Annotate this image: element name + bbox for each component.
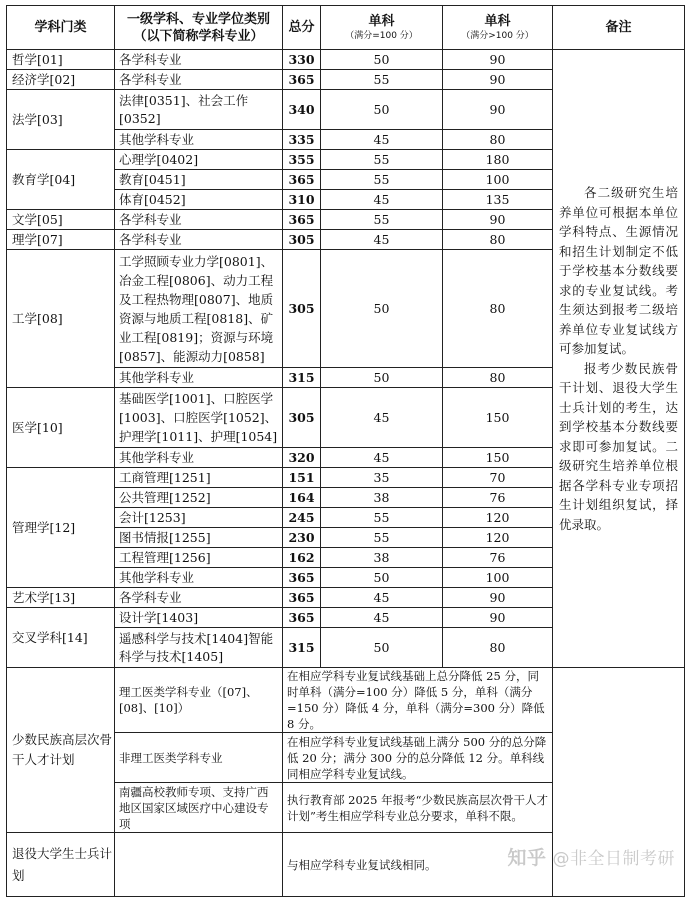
major-cell: 其他学科专业 [115,368,283,388]
major-cell: 各学科专业 [115,230,283,250]
major-cell: 其他学科专业 [115,130,283,150]
total-cell: 305 [283,230,321,250]
single1-cell: 38 [321,548,443,568]
major-cell: 各学科专业 [115,70,283,90]
category-cell: 工学[08] [7,250,115,388]
total-cell: 365 [283,70,321,90]
single1-cell: 35 [321,468,443,488]
total-cell: 305 [283,250,321,368]
major-cell: 其他学科专业 [115,568,283,588]
single2-cell: 80 [443,230,553,250]
zhihu-logo: 知乎 [507,847,547,869]
single2-cell: 180 [443,150,553,170]
total-cell: 340 [283,90,321,130]
single2-cell: 150 [443,388,553,448]
major-cell: 教育[0451] [115,170,283,190]
score-table-page [6,5,684,883]
single1-cell: 45 [321,130,443,150]
single2-cell: 90 [443,50,553,70]
single1-cell: 55 [321,210,443,230]
total-cell: 310 [283,190,321,210]
note-cell [553,50,685,668]
single2-cell: 150 [443,448,553,468]
header-note: 备注 [553,6,685,50]
total-cell: 162 [283,548,321,568]
total-cell: 335 [283,130,321,150]
header-single1-sub: （满分=100 分） [345,31,418,41]
single1-cell: 50 [321,628,443,668]
single2-cell: 120 [443,508,553,528]
single2-cell: 90 [443,588,553,608]
veteran-rule: 与相应学科专业复试线相同。 [283,833,553,897]
category-cell: 管理学[12] [7,468,115,588]
major-cell: 工学照顾专业力学[0801]、冶金工程[0806]、动力工程及工程热物理[0807]、地质资源与地质工程[0818]、矿业工程[0819]；资源与环境[0857]、能源动力[0858] [115,250,283,368]
single1-cell: 50 [321,50,443,70]
single2-cell: 90 [443,70,553,90]
major-cell: 心理学[0402] [115,150,283,170]
major-cell: 设计学[1403] [115,608,283,628]
total-cell: 315 [283,628,321,668]
note-paragraph-2: 报考少数民族骨干计划、退役大学生士兵计划的考生，达到学校基本分数线要求即可参加复试。二级研究生培养单位根据各学科专业专项招生计划组织复试，择优录取。 [559,360,678,532]
table-row [7,668,685,733]
total-cell: 230 [283,528,321,548]
single1-cell: 55 [321,70,443,90]
total-cell: 365 [283,210,321,230]
header-single2-sub: （满分>100 分） [461,31,534,41]
single1-cell: 55 [321,170,443,190]
header-major-line2: （以下简称学科专业） [133,28,264,44]
note-paragraph-1: 各二级研究生培养单位可根据本单位学科特点、生源情况和招生计划制定不低于学校基本分数线要求的专业复试线。考生须达到报考二级培养单位专业复试线方可参加复试。 [559,185,678,356]
single2-cell: 80 [443,628,553,668]
major-cell: 公共管理[1252] [115,488,283,508]
single2-cell: 76 [443,488,553,508]
category-cell: 法学[03] [7,90,115,150]
single2-cell: 80 [443,250,553,368]
veteran-category-cell: 退役大学生士兵计划 [7,833,115,897]
single1-cell: 38 [321,488,443,508]
single2-cell: 70 [443,468,553,488]
category-cell: 哲学[01] [7,50,115,70]
total-cell: 355 [283,150,321,170]
minority-category-cell: 少数民族高层次骨干人才计划 [7,668,115,833]
single1-cell: 45 [321,448,443,468]
single1-cell: 50 [321,90,443,130]
single1-cell: 45 [321,190,443,210]
total-cell: 164 [283,488,321,508]
total-cell: 305 [283,388,321,448]
single1-cell: 50 [321,568,443,588]
header-total: 总分 [283,6,321,50]
category-cell: 交叉学科[14] [7,608,115,668]
major-cell: 各学科专业 [115,50,283,70]
table-row [7,50,685,70]
minority-major-a: 理工医类学科专业（[07]、[08]、[10]） [115,668,283,733]
major-cell: 各学科专业 [115,588,283,608]
header-row [7,6,685,50]
total-cell: 365 [283,588,321,608]
major-cell: 各学科专业 [115,210,283,230]
single2-cell: 100 [443,568,553,588]
single2-cell: 80 [443,130,553,150]
total-cell: 365 [283,608,321,628]
single1-cell: 55 [321,150,443,170]
single2-cell: 135 [443,190,553,210]
minority-rule-a: 在相应学科专业复试线基础上总分降低 25 分，同时单科（满分=100 分）降低 5 分，单科（满分=150 分）降低 4 分，单科（满分=300 分）降低 8 分。 [283,668,553,733]
single2-cell: 120 [443,528,553,548]
single1-cell: 45 [321,588,443,608]
minority-rule-b: 在相应学科专业复试线基础上满分 500 分的总分降低 20 分；满分 300 分的总分降低 12 分。单科线同相应学科专业复试线。 [283,733,553,783]
single1-cell: 55 [321,508,443,528]
header-major-line1: 一级学科、专业学位类别 [126,11,270,27]
header-category: 学科门类 [7,6,115,50]
total-cell: 365 [283,568,321,588]
single2-cell: 80 [443,368,553,388]
total-cell: 151 [283,468,321,488]
single2-cell: 90 [443,608,553,628]
score-line-table [6,5,685,897]
major-cell: 会计[1253] [115,508,283,528]
category-cell: 文学[05] [7,210,115,230]
major-cell: 图书情报[1255] [115,528,283,548]
single1-cell: 45 [321,388,443,448]
single2-cell: 100 [443,170,553,190]
category-cell: 教育学[04] [7,150,115,210]
major-cell: 工商管理[1251] [115,468,283,488]
single1-cell: 45 [321,230,443,250]
total-cell: 245 [283,508,321,528]
single2-cell: 76 [443,548,553,568]
single1-cell: 55 [321,528,443,548]
header-major [115,6,283,50]
header-single2-label: 单科 [484,14,511,29]
single2-cell: 90 [443,90,553,130]
single1-cell: 50 [321,368,443,388]
header-single1 [321,6,443,50]
major-cell: 基础医学[1001]、口腔医学[1003]、口腔医学[1052]、护理学[1011]、护理[1054] [115,388,283,448]
major-cell: 其他学科专业 [115,448,283,468]
minority-rule-c: 执行教育部 2025 年报考“少数民族高层次骨干人才计划”考生相应学科专业总分要求，单科不限。 [283,783,553,833]
major-cell: 法律[0351]、社会工作[0352] [115,90,283,130]
major-cell: 遥感科学与技术[1404]智能科学与技术[1405] [115,628,283,668]
category-cell: 医学[10] [7,388,115,468]
single1-cell: 45 [321,608,443,628]
header-single1-label: 单科 [368,14,395,29]
veteran-major-blank [115,833,283,897]
total-cell: 365 [283,170,321,190]
watermark-text: @非全日制考研 [552,849,675,869]
major-cell: 体育[0452] [115,190,283,210]
single1-cell: 50 [321,250,443,368]
major-cell: 工程管理[1256] [115,548,283,568]
total-cell: 320 [283,448,321,468]
header-single2 [443,6,553,50]
category-cell: 经济学[02] [7,70,115,90]
category-cell: 艺术学[13] [7,588,115,608]
category-cell: 理学[07] [7,230,115,250]
total-cell: 315 [283,368,321,388]
single2-cell: 90 [443,210,553,230]
total-cell: 330 [283,50,321,70]
zhihu-watermark [507,843,675,870]
minority-major-b: 非理工医类学科专业 [115,733,283,783]
minority-major-c: 南疆高校教师专项、支持广西地区国家区域医疗中心建设专项 [115,783,283,833]
